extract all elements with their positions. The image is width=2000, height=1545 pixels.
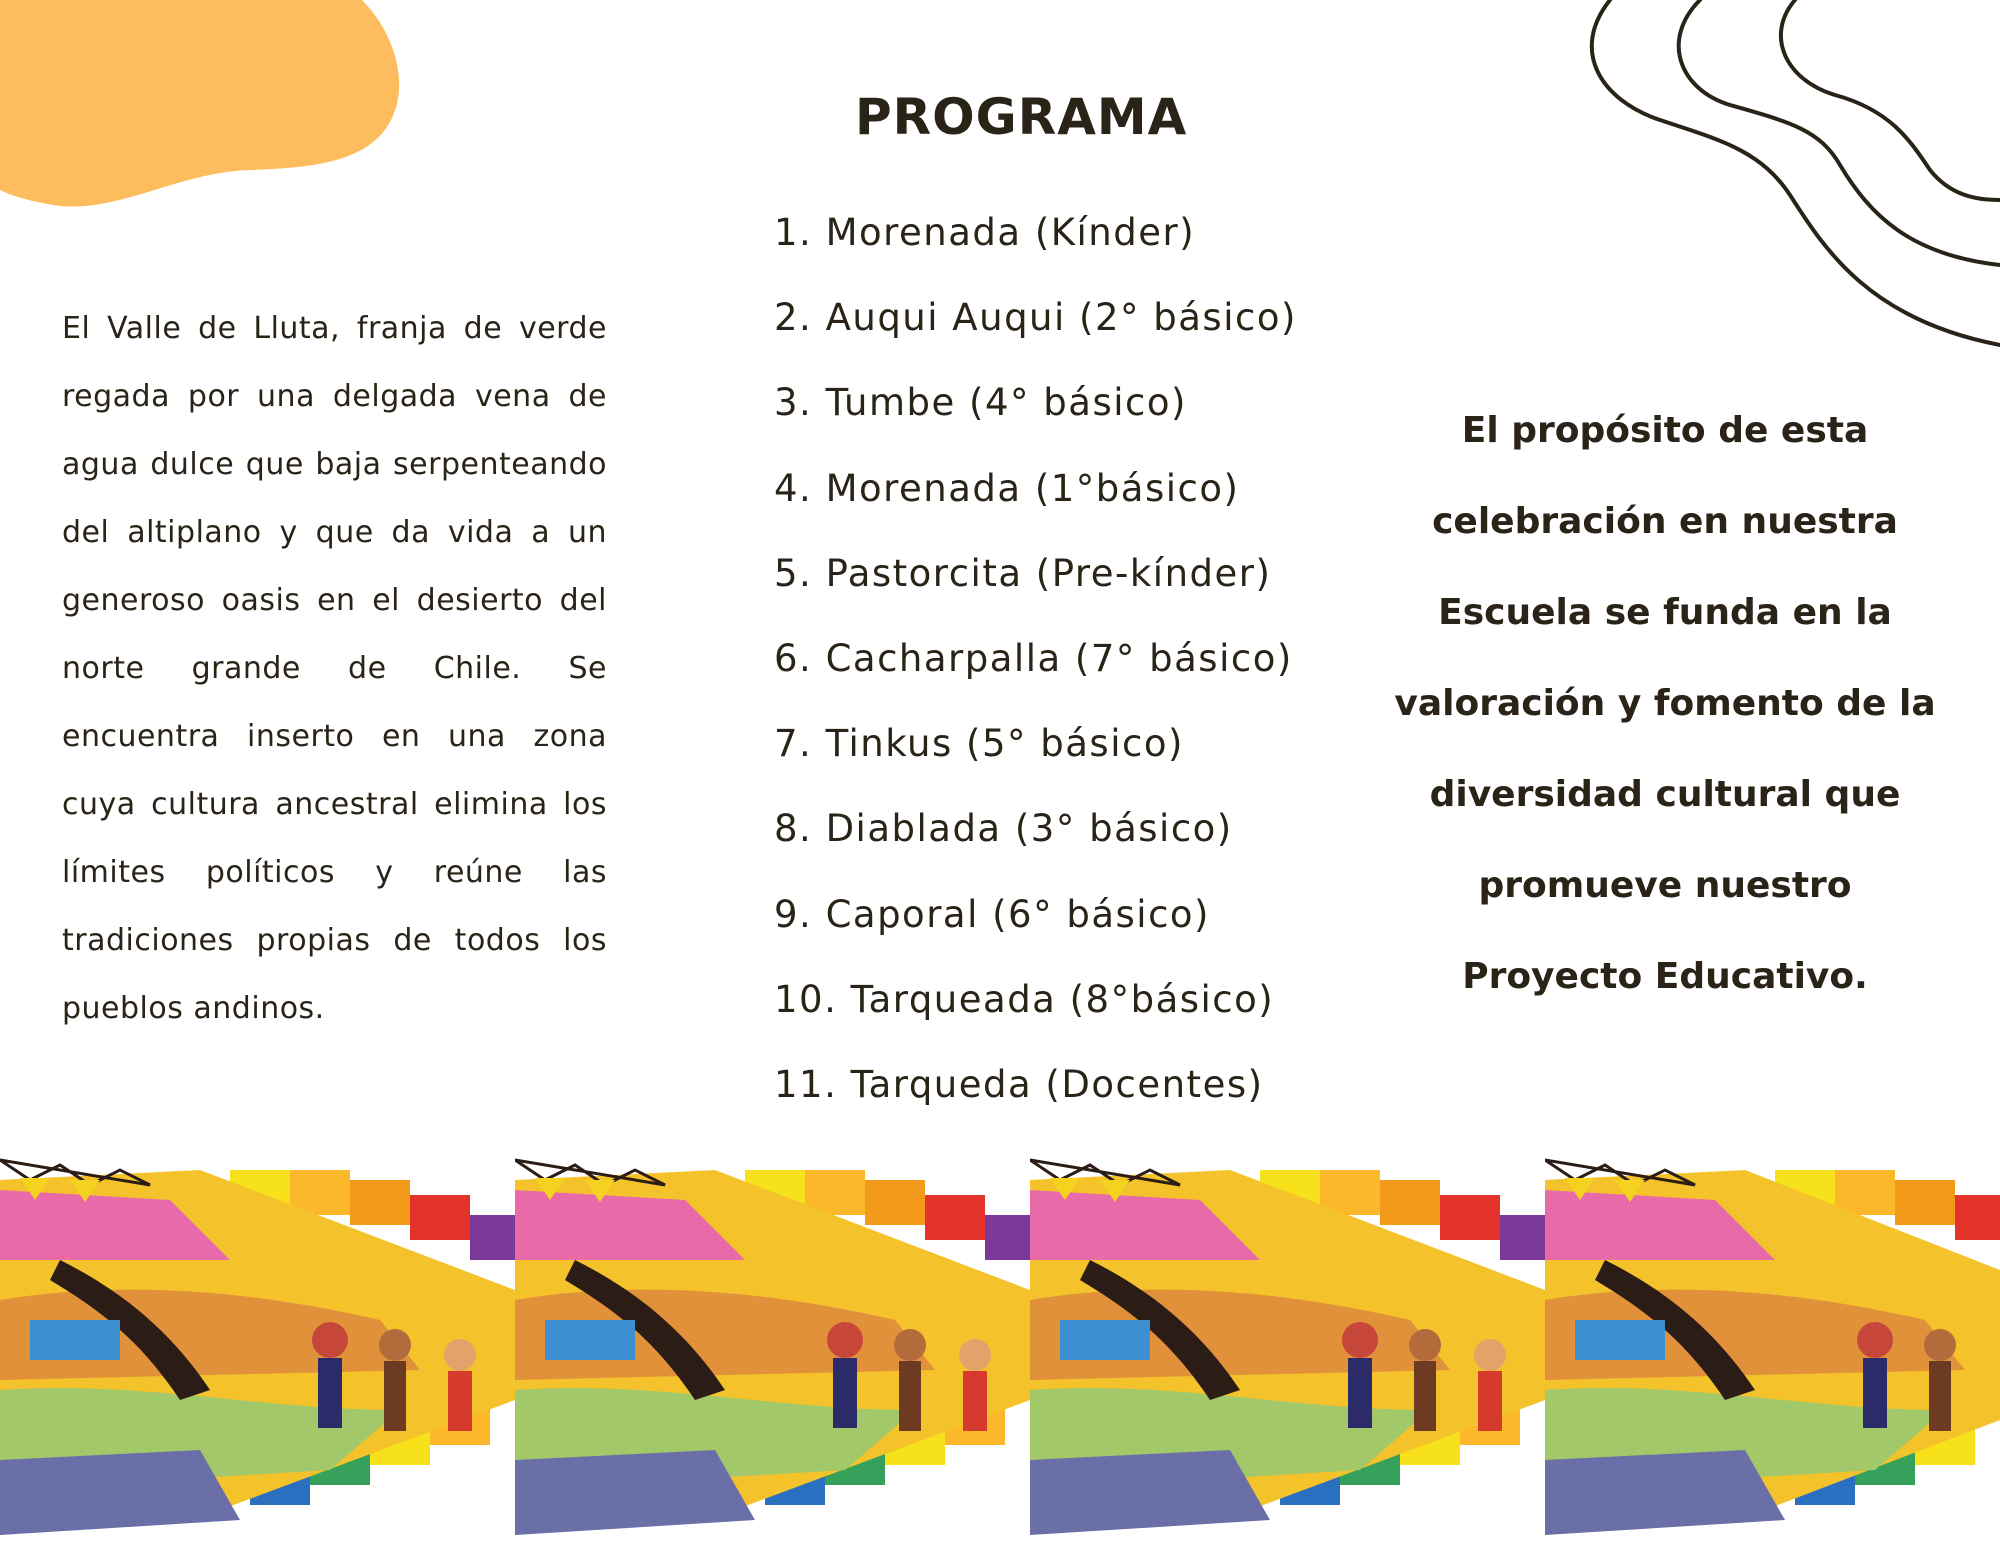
festival-illustration-panel [0,1140,515,1545]
program-item: 9. Caporal (6° básico) [774,892,1210,936]
program-item: 3. Tumbe (4° básico) [774,381,1187,425]
program-item: 11. Tarqueda (Docentes) [774,1062,1264,1106]
festival-illustration-panel [1545,1140,2000,1545]
program-item: 7. Tinkus (5° básico) [774,722,1184,766]
intro-paragraph: El Valle de Lluta, franja de verde regada por una delgada vena de agua dulce que baja serpenteando del altiplano y que da vida a un generoso oasis en el desierto del norte grande de Chile. Se encuentra inserto en una zona cuya cultura ancestral elimina los límites políticos y reúne las tradiciones propias de todos los pueblos andinos. [62,311,607,1026]
swirl-lines-decoration [1570,0,2000,360]
program-item: 10. Tarqueada (8°básico) [774,977,1275,1021]
festival-illustration-panel [1030,1140,1545,1545]
program-item: 1. Morenada (Kínder) [774,211,1196,254]
program-list [774,198,1297,1135]
program-item: 2. Auqui Auqui (2° básico) [774,296,1297,340]
festival-banner-strip [0,1140,2000,1545]
purpose-statement: El propósito de esta celebración en nuestra Escuela se funda en la valoración y fomento de la diversidad cultural que promueve nuestro Proyecto Educativo. [1394,410,1936,997]
program-item: 4. Morenada (1°básico) [774,466,1240,510]
program-title: PROGRAMA [855,88,1188,146]
program-item: 6. Cacharpalla (7° básico) [774,636,1293,680]
program-item: 8. Diablada (3° básico) [774,807,1233,851]
program-item: 5. Pastorcita (Pre-kínder) [774,551,1272,595]
festival-illustration-panel [515,1140,1030,1545]
orange-blob-decoration [0,0,420,215]
